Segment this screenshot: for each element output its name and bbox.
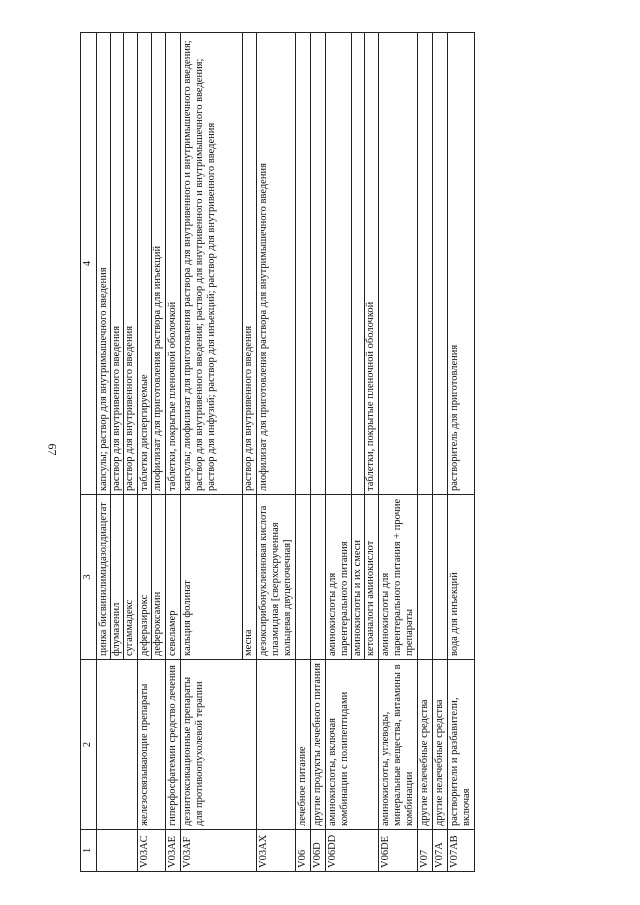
table-row	[326, 33, 379, 872]
dosage-form	[327, 33, 352, 494]
drug-name: кальция фолинат	[182, 495, 243, 659]
atc-code-cell: V06DD	[326, 830, 379, 872]
group-cell: аминокислоты, углеводы, минеральные вещества, витамины в комбинации	[379, 660, 418, 830]
form-cell	[418, 33, 433, 495]
drug-name: деферазирокс	[139, 495, 152, 659]
table-row	[257, 33, 296, 872]
atc-code-cell: V06D	[311, 830, 326, 872]
table-row	[418, 33, 433, 872]
drug-table-rotated	[80, 32, 588, 872]
atc-code-cell: V07A	[433, 830, 448, 872]
drug-cell: дезоксирибонуклеиновая кислота плазмидная [сверхскрученная кольцевая двуцепочечная]	[257, 495, 296, 660]
atc-code-cell: V03AE	[166, 830, 181, 872]
drug-name: флумазенил	[111, 495, 124, 659]
drug-cell: вода для инъекций	[448, 495, 475, 660]
header-cell: 4	[81, 33, 97, 495]
form-cell	[433, 33, 448, 495]
group-cell: другие продукты лечебного питания	[311, 660, 326, 830]
dosage-form: раствор для внутривенного введения	[124, 325, 135, 491]
atc-code-cell: V07AB	[448, 830, 475, 872]
form-cell	[97, 33, 138, 495]
dosage-form: таблетки, покрытые пленочной оболочкой	[365, 301, 376, 491]
drug-cell	[138, 495, 166, 660]
drug-cell	[433, 495, 448, 660]
form-cell	[296, 33, 311, 495]
drug-name: месна	[243, 629, 254, 656]
drug-name: аминокислоты для парентерального питания	[327, 495, 352, 659]
drug-cell: севеламер	[166, 495, 181, 660]
table-row	[138, 33, 166, 872]
header-cell: 1	[81, 830, 97, 872]
form-cell	[138, 33, 166, 495]
drug-cell	[418, 495, 433, 660]
form-cell	[379, 33, 418, 495]
group-cell: другие нелечебные средства	[418, 660, 433, 830]
atc-code-cell: V03AF	[181, 830, 257, 872]
group-cell	[97, 660, 138, 830]
atc-code-cell: V03AC	[138, 830, 166, 872]
drug-name: сугаммадекс	[124, 599, 135, 656]
table-row	[433, 33, 448, 872]
form-cell: лиофилизат для приготовления раствора для внутримышечного введения	[257, 33, 296, 495]
table-row	[379, 33, 418, 872]
drug-name: цинка бисвинилимидазолдиацетат	[98, 495, 111, 659]
dosage-form: раствор для внутривенного введения	[111, 33, 124, 494]
group-cell: другие нелечебные средства	[433, 660, 448, 830]
group-cell: гиперфосфатемии средство лечения	[166, 660, 181, 830]
form-cell	[311, 33, 326, 495]
group-cell: железосвязывающие препараты	[138, 660, 166, 830]
drug-name: аминокислоты и их смеси	[352, 495, 365, 659]
table-row	[181, 33, 257, 872]
form-cell: растворитель для приготовления	[448, 33, 475, 495]
group-cell: лечебное питание	[296, 660, 311, 830]
group-cell: растворители и разбавители, включая	[448, 660, 475, 830]
atc-code-cell: V03AX	[257, 830, 296, 872]
table-header-row	[81, 33, 97, 872]
drug-cell	[311, 495, 326, 660]
atc-code-cell: V06DE	[379, 830, 418, 872]
dosage-form: таблетки диспергируемые	[139, 33, 152, 494]
drug-cell	[326, 495, 379, 660]
drug-cell	[97, 495, 138, 660]
drug-cell	[181, 495, 257, 660]
form-cell: таблетки, покрытые пленочной оболочкой	[166, 33, 181, 495]
table-row	[97, 33, 138, 872]
atc-code-cell	[97, 830, 138, 872]
dosage-form: капсулы; лиофилизат для приготовления раствора для внутривенного и внутримышечного введения; раствор для внутривенного введения; раствор для внутривенного и внутримышечного введения; раствор для инфузий; раствор для инъекций; раствор для внутривенного введения	[182, 33, 243, 494]
form-cell	[181, 33, 257, 495]
table-row	[311, 33, 326, 872]
dosage-form	[352, 33, 365, 494]
drug-table	[80, 32, 475, 872]
atc-code-cell: V06	[296, 830, 311, 872]
table-row	[448, 33, 475, 872]
group-cell	[257, 660, 296, 830]
table-row	[166, 33, 181, 872]
drug-name: дефероксамин	[152, 591, 163, 656]
page-number: 67	[45, 443, 60, 456]
header-cell: 2	[81, 660, 97, 830]
atc-code-cell: V07	[418, 830, 433, 872]
dosage-form: лиофилизат для приготовления раствора для инъекций	[152, 245, 163, 491]
header-cell: 3	[81, 495, 97, 660]
group-cell: дезинтоксикационные препараты для противоопухолевой терапии	[181, 660, 257, 830]
drug-name: кетоаналоги аминокислот	[365, 540, 376, 656]
drug-cell: аминокислоты для парентерального питания + прочие препараты	[379, 495, 418, 660]
drug-cell	[296, 495, 311, 660]
table-row	[296, 33, 311, 872]
group-cell: аминокислоты, включая комбинации с полипептидами	[326, 660, 379, 830]
dosage-form: раствор для внутривенного введения	[243, 325, 254, 491]
form-cell	[326, 33, 379, 495]
dosage-form: капсулы; раствор для внутримышечного введения	[98, 33, 111, 494]
